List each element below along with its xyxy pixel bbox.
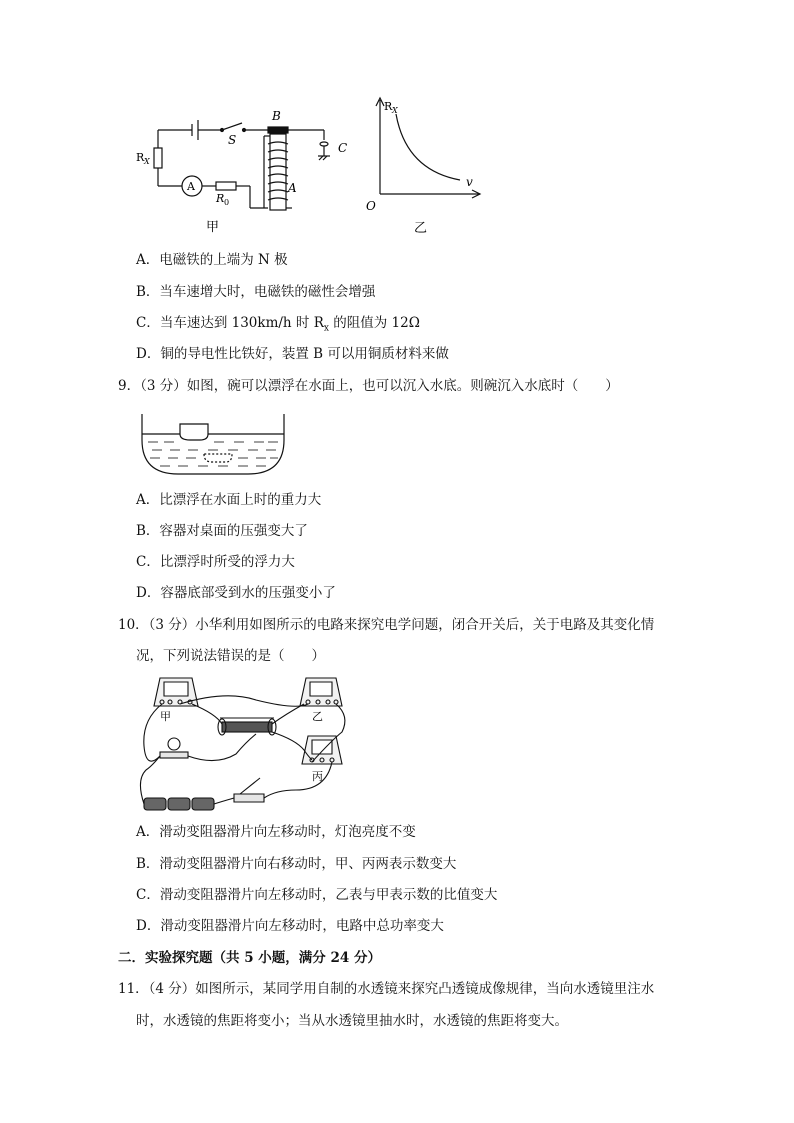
- meter-label-bing: 丙: [312, 770, 323, 783]
- circuit-diagram: [130, 98, 360, 238]
- q8-option-c-sub: x: [323, 323, 329, 334]
- label-R0-sub: 0: [224, 198, 230, 207]
- experiment-circuit-photo: [136, 670, 362, 814]
- q8-option-c-tail: 的阻值为 12Ω: [328, 315, 420, 331]
- q10-stem-line1: 10．（3 分）小华利用如图所示的电路来探究电学问题，闭合开关后，关于电路及其变化情: [118, 617, 655, 633]
- figure-q8-graph: [362, 94, 488, 240]
- bowl-container-diagram: [138, 410, 288, 480]
- q9-option-c: C．比漂浮时所受的浮力大: [136, 554, 295, 570]
- graph-y-label: R: [384, 100, 393, 113]
- graph-x-label: v: [466, 175, 473, 189]
- ammeter-symbol: A: [187, 180, 195, 193]
- q10-option-a: A．滑动变阻器滑片向左移动时，灯泡亮度不变: [136, 824, 416, 840]
- graph-y-sub: X: [392, 106, 398, 115]
- caption-yi: 乙: [414, 221, 428, 236]
- label-B: B: [272, 109, 281, 123]
- q8-option-a: A．电磁铁的上端为 N 极: [136, 252, 288, 268]
- q8-option-d: D．铜的导电性比铁好，装置 B 可以用铜质材料来做: [136, 346, 449, 362]
- figure-q10-circuit: [136, 670, 362, 814]
- graph-origin: O: [366, 199, 376, 213]
- figure-q8-circuit: [130, 98, 360, 238]
- q8-option-c-head: C．当车速达到 130km/h 时 R: [136, 315, 324, 331]
- meter-label-yi: 乙: [312, 710, 323, 723]
- label-R0: R: [216, 192, 225, 205]
- label-C: C: [338, 141, 348, 155]
- q9-stem: 9．（3 分）如图，碗可以漂浮在水面上，也可以沉入水底。则碗沉入水底时（ ）: [118, 378, 619, 394]
- q11-line2: 时，水透镜的焦距将变小；当从水透镜里抽水时，水透镜的焦距将变大。: [136, 1013, 568, 1029]
- q10-stem-line2: 况，下列说法错误的是（ ）: [136, 648, 325, 664]
- section-title: 二．实验探究题（共 5 小题，满分 24 分）: [118, 950, 381, 966]
- q8-option-b: B．当车速增大时，电磁铁的磁性会增强: [136, 284, 376, 300]
- q8-option-c: [136, 311, 420, 334]
- label-A-core: A: [288, 181, 297, 195]
- q9-option-d: D．容器底部受到水的压强变小了: [136, 585, 336, 601]
- q9-option-b: B．容器对桌面的压强变大了: [136, 523, 308, 539]
- label-Rx: R: [136, 151, 145, 164]
- q10-option-c: C．滑动变阻器滑片向左移动时，乙表与甲表示数的比值变大: [136, 887, 498, 903]
- meter-label-jia: 甲: [160, 710, 171, 723]
- caption-jia: 甲: [206, 220, 220, 235]
- q11-line1: 11．（4 分）如图所示，某同学用自制的水透镜来探究凸透镜成像规律，当向水透镜里注水: [118, 981, 655, 997]
- rx-vs-v-graph: [362, 94, 488, 240]
- q10-option-d: D．滑动变阻器滑片向左移动时，电路中总功率变大: [136, 918, 444, 934]
- label-S: S: [228, 133, 237, 147]
- rx-curve: [396, 114, 460, 180]
- q10-option-b: B．滑动变阻器滑片向右移动时，甲、丙两表示数变大: [136, 856, 457, 872]
- q9-option-a: A．比漂浮在水面上时的重力大: [136, 492, 322, 508]
- figure-q9-bowl: [138, 410, 288, 480]
- label-Rx-sub: X: [144, 157, 150, 166]
